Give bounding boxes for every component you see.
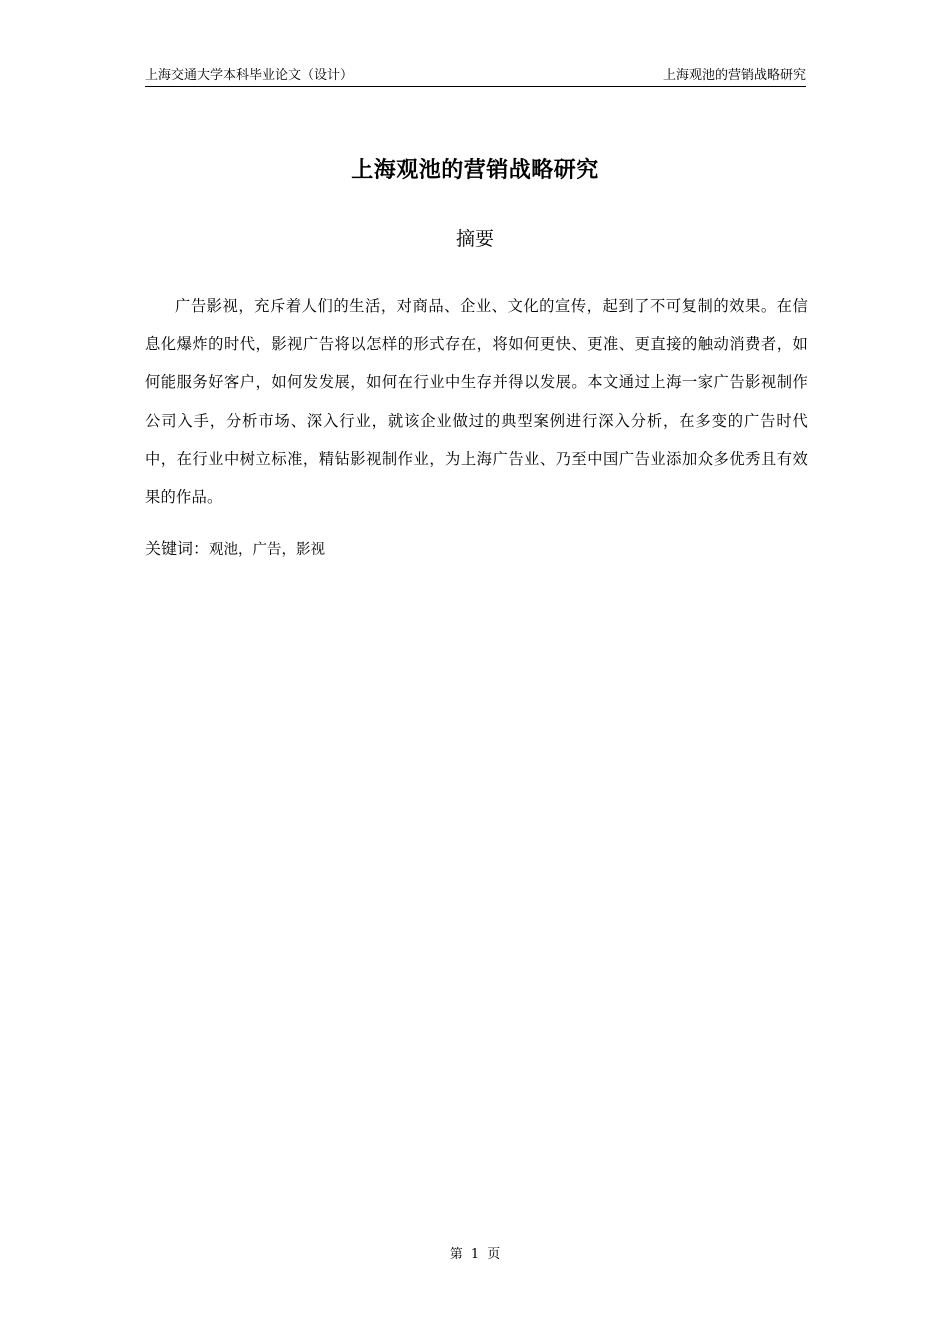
abstract-body: 广告影视，充斥着人们的生活，对商品、企业、文化的宣传，起到了不可复制的效果。在信息化爆炸的时代，影视广告将以怎样的形式存在，将如何更快、更准、更直接的触动消费者，如何能服务好客户，如何发发展，如何在行业中生存并得以发展。本文通过上海一家广告影视制作公司入手，分析市场、深入行业，就该企业做过的典型案例进行深入分析，在多变的广告时代中，在行业中树立标准，精钻影视制作业，为上海广告业、乃至中国广告业添加众多优秀且有效果的作品。 bbox=[145, 297, 808, 507]
header-thesis-label: 上海交通大学本科毕业论文（设计） bbox=[145, 68, 354, 83]
header-running-title: 上海观池的营销战略研究 bbox=[662, 68, 806, 83]
document-title: 上海观池的营销战略研究 bbox=[351, 158, 599, 183]
keywords-line bbox=[145, 536, 325, 563]
keywords-value: 观池，广告，影视 bbox=[209, 542, 326, 558]
page-header bbox=[145, 66, 806, 87]
page-number: 第 1 页 bbox=[449, 1247, 501, 1262]
keywords-label: 关键词： bbox=[145, 539, 210, 558]
abstract-heading: 摘要 bbox=[455, 228, 494, 250]
